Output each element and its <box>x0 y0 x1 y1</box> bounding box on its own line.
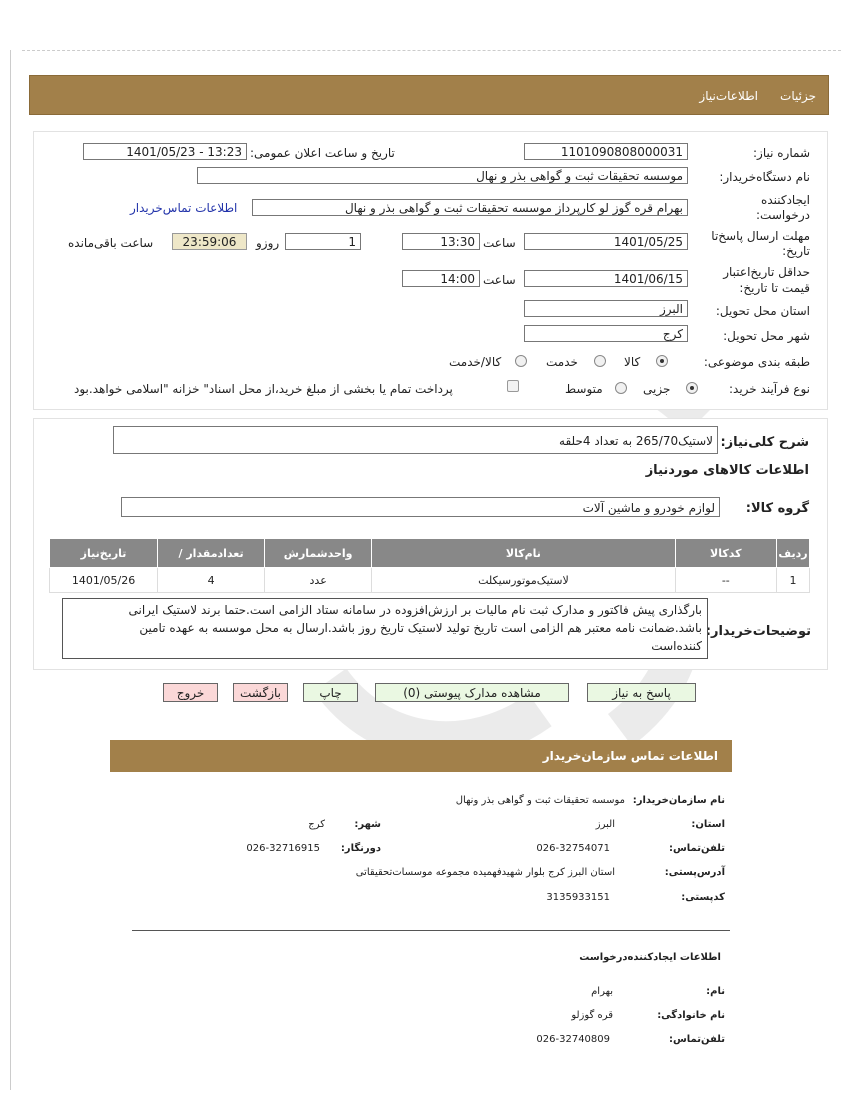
exit-button[interactable]: خروج <box>163 683 218 702</box>
deadline-time-field: 13:30 <box>402 233 480 250</box>
tab-need-info[interactable]: اطلاعات‌نیاز <box>699 89 758 103</box>
deadline-time-label: ساعت <box>483 236 516 250</box>
contact-org-name: موسسه تحقیقات ثبت و گواهی بذر ونهال <box>455 795 625 806</box>
group-field: لوازم خودرو و ماشین آلات <box>121 497 720 517</box>
need-title-field: لاستیک265/70 به تعداد 4حلقه <box>113 426 718 454</box>
contact-postal: 3135933151 <box>546 892 610 903</box>
province-field: البرز <box>524 300 688 317</box>
tab-details[interactable]: جزئیات <box>780 89 816 103</box>
contact-phone: 026-32754071 <box>536 843 610 854</box>
buyer-contact-link[interactable]: اطلاعات تماس‌خریدار <box>130 201 238 215</box>
contact-fax-label: دورنگار: <box>340 843 381 854</box>
requester-last-name: قره گوزلو <box>571 1010 613 1021</box>
top-divider <box>22 50 841 51</box>
announce-label: تاریخ و ساعت اعلان عمومی: <box>250 146 395 160</box>
col-name: نام‌کالا <box>372 539 675 568</box>
days-label: روزو <box>256 236 280 250</box>
left-border-line <box>10 50 11 1090</box>
attachments-button[interactable]: مشاهده مدارک پیوستی (0) <box>375 683 569 702</box>
need-number-field: 1101090808000031 <box>524 143 688 160</box>
contact-fax: 026-32716915 <box>246 843 320 854</box>
validity-label-2: قیمت تا تاریخ: <box>739 281 810 295</box>
contact-postal-label: کدپستی: <box>681 892 725 903</box>
contact-address: استان البرز کرج بلوار شهیدفهمیده مجموعه موسسات‌تحقیقاتی <box>355 867 615 878</box>
deadline-label-2: تاریخ: <box>782 244 810 258</box>
cell-qty: 4 <box>158 568 265 593</box>
back-button[interactable]: بازگشت <box>233 683 288 702</box>
validity-date-field: 1401/06/15 <box>524 270 688 287</box>
col-unit: واحدشمارش <box>265 539 372 568</box>
contact-org-name-label: نام سازمان‌خریدار: <box>632 795 725 806</box>
city-field: کرج <box>524 325 688 342</box>
items-heading: اطلاعات کالاهای موردنیاز <box>645 463 809 478</box>
group-label: گروه کالا: <box>745 501 809 516</box>
need-title-label: شرح کلی‌نیاز: <box>720 435 809 450</box>
requester-heading: اطلاعات ایجادکننده‌درخواست <box>579 952 721 963</box>
contact-heading: اطلاعات تماس سازمان‌خریدار <box>542 749 718 763</box>
province-label: استان محل تحویل: <box>715 304 810 318</box>
buyer-notes-line-3: کننده‌است <box>651 639 702 653</box>
reply-button[interactable]: پاسخ به نیاز <box>587 683 696 702</box>
category-radio-service[interactable] <box>594 355 606 367</box>
category-goods-label: کالا <box>624 355 641 369</box>
contact-divider <box>132 930 730 931</box>
col-row: ردیف <box>777 539 810 568</box>
days-field: 1 <box>285 233 361 250</box>
deadline-date-field: 1401/05/25 <box>524 233 688 250</box>
cell-unit: عدد <box>265 568 372 593</box>
process-medium-label: متوسط <box>565 382 603 396</box>
validity-time-field: 14:00 <box>402 270 480 287</box>
deadline-label-1: مهلت ارسال پاسخ‌تا <box>711 229 810 243</box>
treasury-payment-label: پرداخت تمام یا بخشی از مبلغ خرید،از محل اسناد" خزانه "اسلامی خواهد.بود <box>74 382 453 396</box>
col-code: کدکالا <box>675 539 776 568</box>
requester-last-name-label: نام خانوادگی: <box>657 1010 725 1021</box>
category-label: طبقه بندی موضوعی: <box>703 355 810 369</box>
process-radio-medium[interactable] <box>615 382 627 394</box>
cell-code: -- <box>675 568 776 593</box>
requester-first-name-label: نام: <box>706 986 725 997</box>
creator-label-1: ایجادکننده <box>761 193 810 207</box>
category-radio-goods[interactable] <box>656 355 668 367</box>
category-radio-both[interactable] <box>515 355 527 367</box>
buyer-notes-box <box>62 598 708 659</box>
creator-field: بهرام قره گوز لو کارپرداز موسسه تحقیقات ثبت و گواهی بذر و نهال <box>252 199 688 216</box>
contact-header-bar <box>110 740 732 772</box>
buyer-org-label: نام دستگاه‌خریدار: <box>719 170 810 184</box>
remaining-label: ساعت باقی‌مانده <box>68 236 154 250</box>
creator-label-2: درخواست: <box>756 208 810 222</box>
cell-row: 1 <box>777 568 810 593</box>
buyer-org-field: موسسه تحقیقات ثبت و گواهی بذر و نهال <box>197 167 688 184</box>
requester-phone: 026-32740809 <box>536 1034 610 1045</box>
requester-first-name: بهرام <box>591 986 613 997</box>
process-radio-minor[interactable] <box>686 382 698 394</box>
city-label: شهر محل تحویل: <box>723 329 810 343</box>
contact-phone-label: تلفن‌تماس: <box>668 843 725 854</box>
treasury-payment-checkbox[interactable] <box>507 380 519 392</box>
validity-time-label: ساعت <box>483 273 516 287</box>
top-nav-bar <box>29 75 829 115</box>
process-minor-label: جزیی <box>643 382 671 396</box>
col-date: تاریخ‌نیاز <box>50 539 158 568</box>
contact-city-label: شهر: <box>354 819 381 830</box>
countdown-timer: 23:59:06 <box>172 233 247 250</box>
category-both-label: کالا/خدمت <box>449 355 502 369</box>
buyer-notes-line-2: باشد.ضمانت نامه معتبر هم الزامی است تاریخ تولید لاستیک تاریخ روز باشد.ارسال به محل موسسه به عهده تامین <box>139 621 702 635</box>
cell-date: 1401/05/26 <box>50 568 158 593</box>
print-button[interactable]: چاپ <box>303 683 358 702</box>
buyer-notes-label: توضیحات‌خریدار: <box>705 624 811 639</box>
contact-address-label: آدرس‌پستی: <box>664 867 725 878</box>
table-header-row <box>50 539 810 568</box>
items-table <box>49 538 810 593</box>
validity-label-1: حداقل تاریخ‌اعتبار <box>723 265 810 279</box>
contact-province-label: استان: <box>691 819 725 830</box>
contact-province: البرز <box>595 819 615 830</box>
need-number-label: شماره نیاز: <box>753 146 810 160</box>
process-label: نوع فرآیند خرید: <box>729 382 810 396</box>
buyer-notes-line-1: بارگذاری پیش فاکتور و مدارک ثبت نام مالیات بر ارزش‌افزوده در سامانه ستاد الزامی است.حتما برند لاستیک ایرانی <box>128 603 702 617</box>
cell-name: لاستیک‌موتورسیکلت <box>372 568 675 593</box>
col-qty: تعدادمقدار / <box>158 539 265 568</box>
category-service-label: خدمت <box>546 355 578 369</box>
announce-field: 1401/05/23 - 13:23 <box>83 143 247 160</box>
contact-city: کرج <box>308 819 325 830</box>
table-row <box>50 568 810 593</box>
requester-phone-label: تلفن‌تماس: <box>668 1034 725 1045</box>
